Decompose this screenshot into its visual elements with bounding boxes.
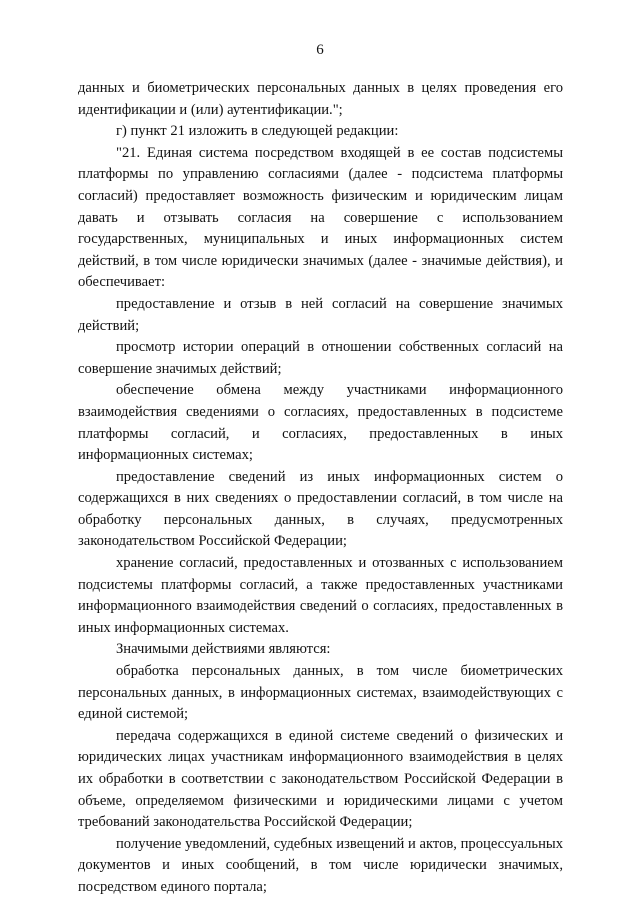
paragraph-list-item: хранение согласий, предоставленных и отозванных с использованием подсистемы платформы согласий, а также предоставленных участниками информационного взаимодействия сведений о согласиях, предоставленных в иных информационных системах. (78, 555, 563, 636)
page-number: 6 (316, 42, 324, 58)
paragraph-list-item: передача содержащихся в единой системе сведений о физических и юридических лицах участникам информационного взаимодействия в целях их обработки в соответствии с законодательством Российской Федерации в объеме, определяемом физическими и юридическими лицами с учетом требований законодательства Российской Федерации; (78, 727, 563, 831)
paragraph-list-item: просмотр истории операций в отношении собственных согласий на совершение значимых действий; (78, 339, 563, 377)
paragraph-list-item: предоставление и отзыв в ней согласий на совершение значимых действий; (78, 295, 563, 334)
paragraph-list-item: предоставление сведений из иных информационных систем о содержащихся в них сведениях о предоставлении согласий, в том числе на обработку персональных данных, в случаях, предусмотренных законодательством Российской Федерации; (78, 468, 563, 550)
paragraph-continuation: данных и биометрических персональных данных в целях проведения его идентификации и (или) аутентификации."; (78, 80, 563, 118)
paragraph-list-item: получение уведомлений, судебных извещений и актов, процессуальных документов и иных сообщений, в том числе юридически значимых, посредством единого портала; (78, 835, 563, 895)
paragraph-list-item: обработка персональных данных, в том числе биометрических персональных данных, в информационных системах, взаимодействующих с единой системой; (78, 663, 563, 723)
document-body (78, 78, 563, 899)
paragraph-amendment-item-g: г) пункт 21 изложить в следующей редакции: (116, 123, 399, 140)
paragraph-list-item: обеспечение обмена между участниками информационного взаимодействия сведениями о согласиях, предоставленных в подсистеме платформы согласий, и согласиях, предоставленных в иных информационных системах; (78, 382, 563, 464)
paragraph-clause-21: "21. Единая система посредством входящей в ее состав подсистемы платформы по управлению согласиями (далее - подсистема платформы согласий) предоставляет возможность физическим и юридическим лицам давать и отзывать согласия на совершение с использованием государственных, муниципальных и иных информационных систем действий, в том числе юридически значимых (далее - значимые действия), и обеспечивает: (78, 144, 563, 291)
paragraph-significant-actions-heading: Значимыми действиями являются: (116, 641, 331, 658)
